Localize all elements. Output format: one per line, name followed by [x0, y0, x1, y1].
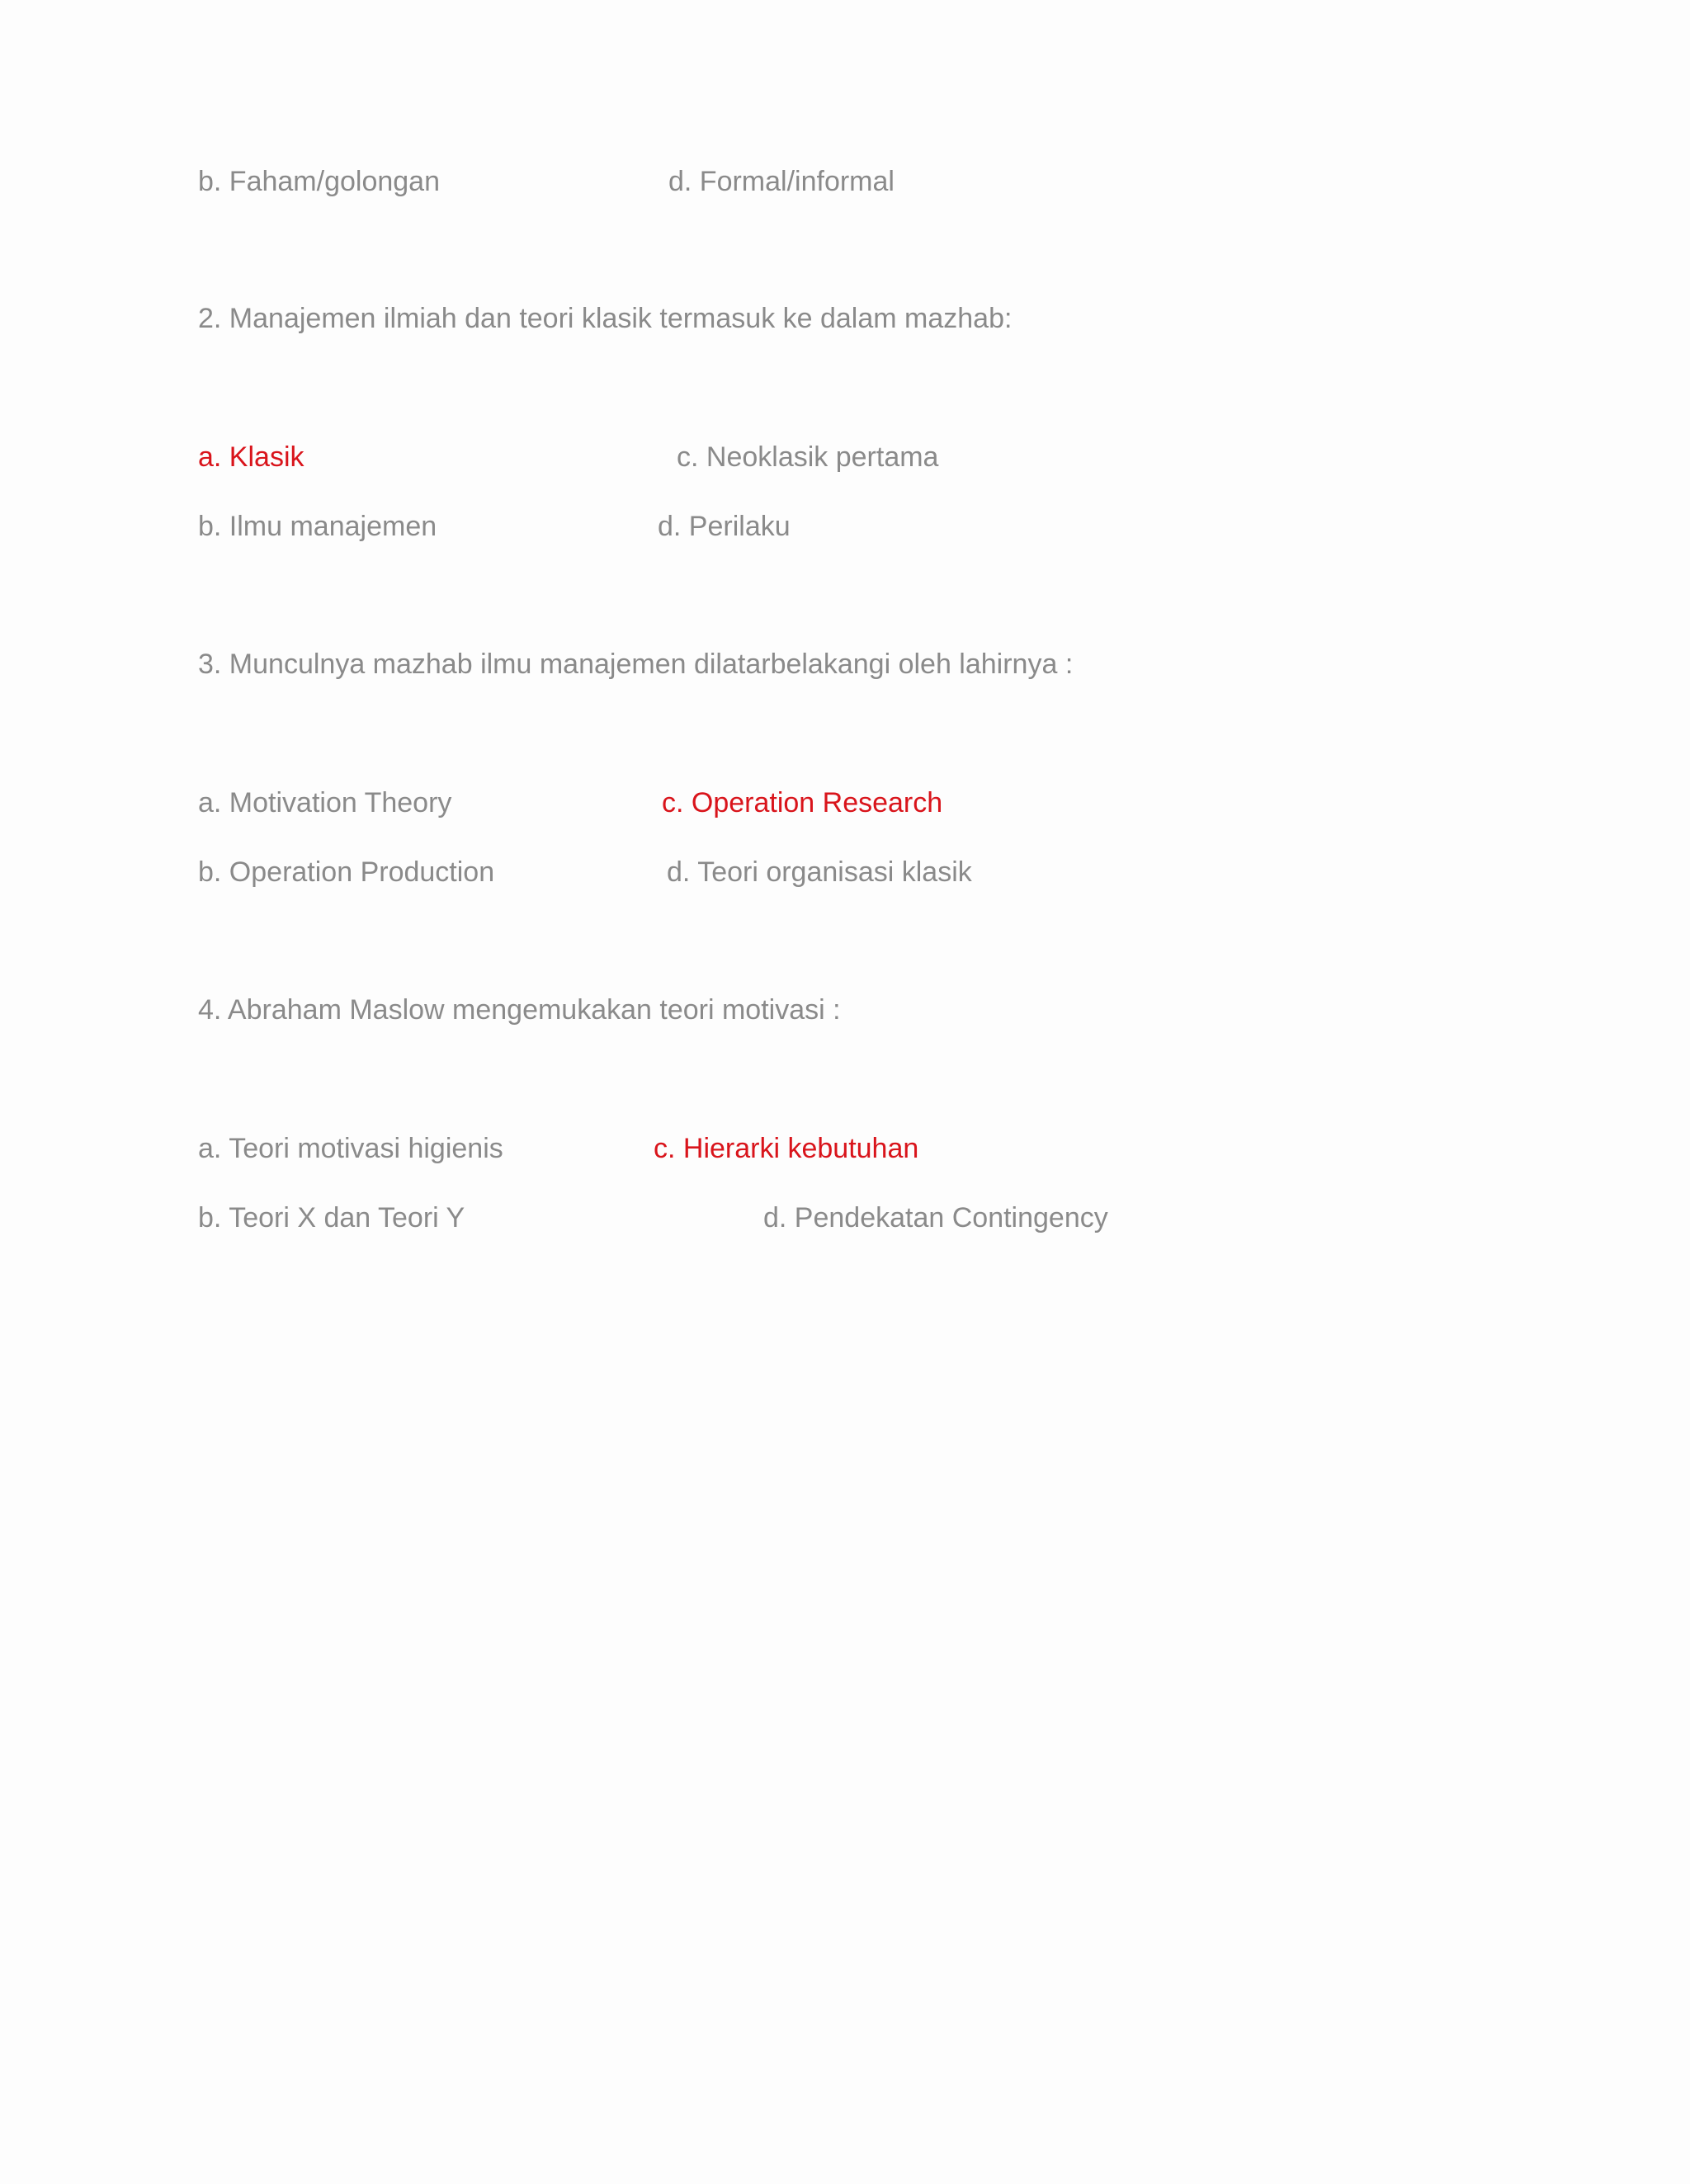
q3-option-b: b. Operation Production: [198, 856, 495, 888]
q4-question: 4. Abraham Maslow mengemukakan teori motivasi :: [198, 994, 841, 1026]
q4-option-a: a. Teori motivasi higienis: [198, 1133, 503, 1164]
q3-option-c-answer: c. Operation Research: [662, 787, 943, 818]
q3-question: 3. Munculnya mazhab ilmu manajemen dilatarbelakangi oleh lahirnya :: [198, 649, 1074, 680]
q4-option-c-answer: c. Hierarki kebutuhan: [654, 1133, 919, 1164]
q2-option-a-answer: a. Klasik: [198, 441, 304, 473]
q2-option-d: d. Perilaku: [658, 511, 791, 542]
q4-option-d: d. Pendekatan Contingency: [763, 1202, 1108, 1234]
q3-option-d: d. Teori organisasi klasik: [667, 856, 972, 888]
q2-question: 2. Manajemen ilmiah dan teori klasik termasuk ke dalam mazhab:: [198, 303, 1013, 334]
q2-option-b: b. Ilmu manajemen: [198, 511, 437, 542]
q2-option-c: c. Neoklasik pertama: [677, 441, 939, 473]
q4-option-b: b. Teori X dan Teori Y: [198, 1202, 465, 1234]
q3-option-a: a. Motivation Theory: [198, 787, 452, 818]
q1-option-d: d. Formal/informal: [668, 166, 895, 197]
q1-option-b: b. Faham/golongan: [198, 166, 440, 197]
